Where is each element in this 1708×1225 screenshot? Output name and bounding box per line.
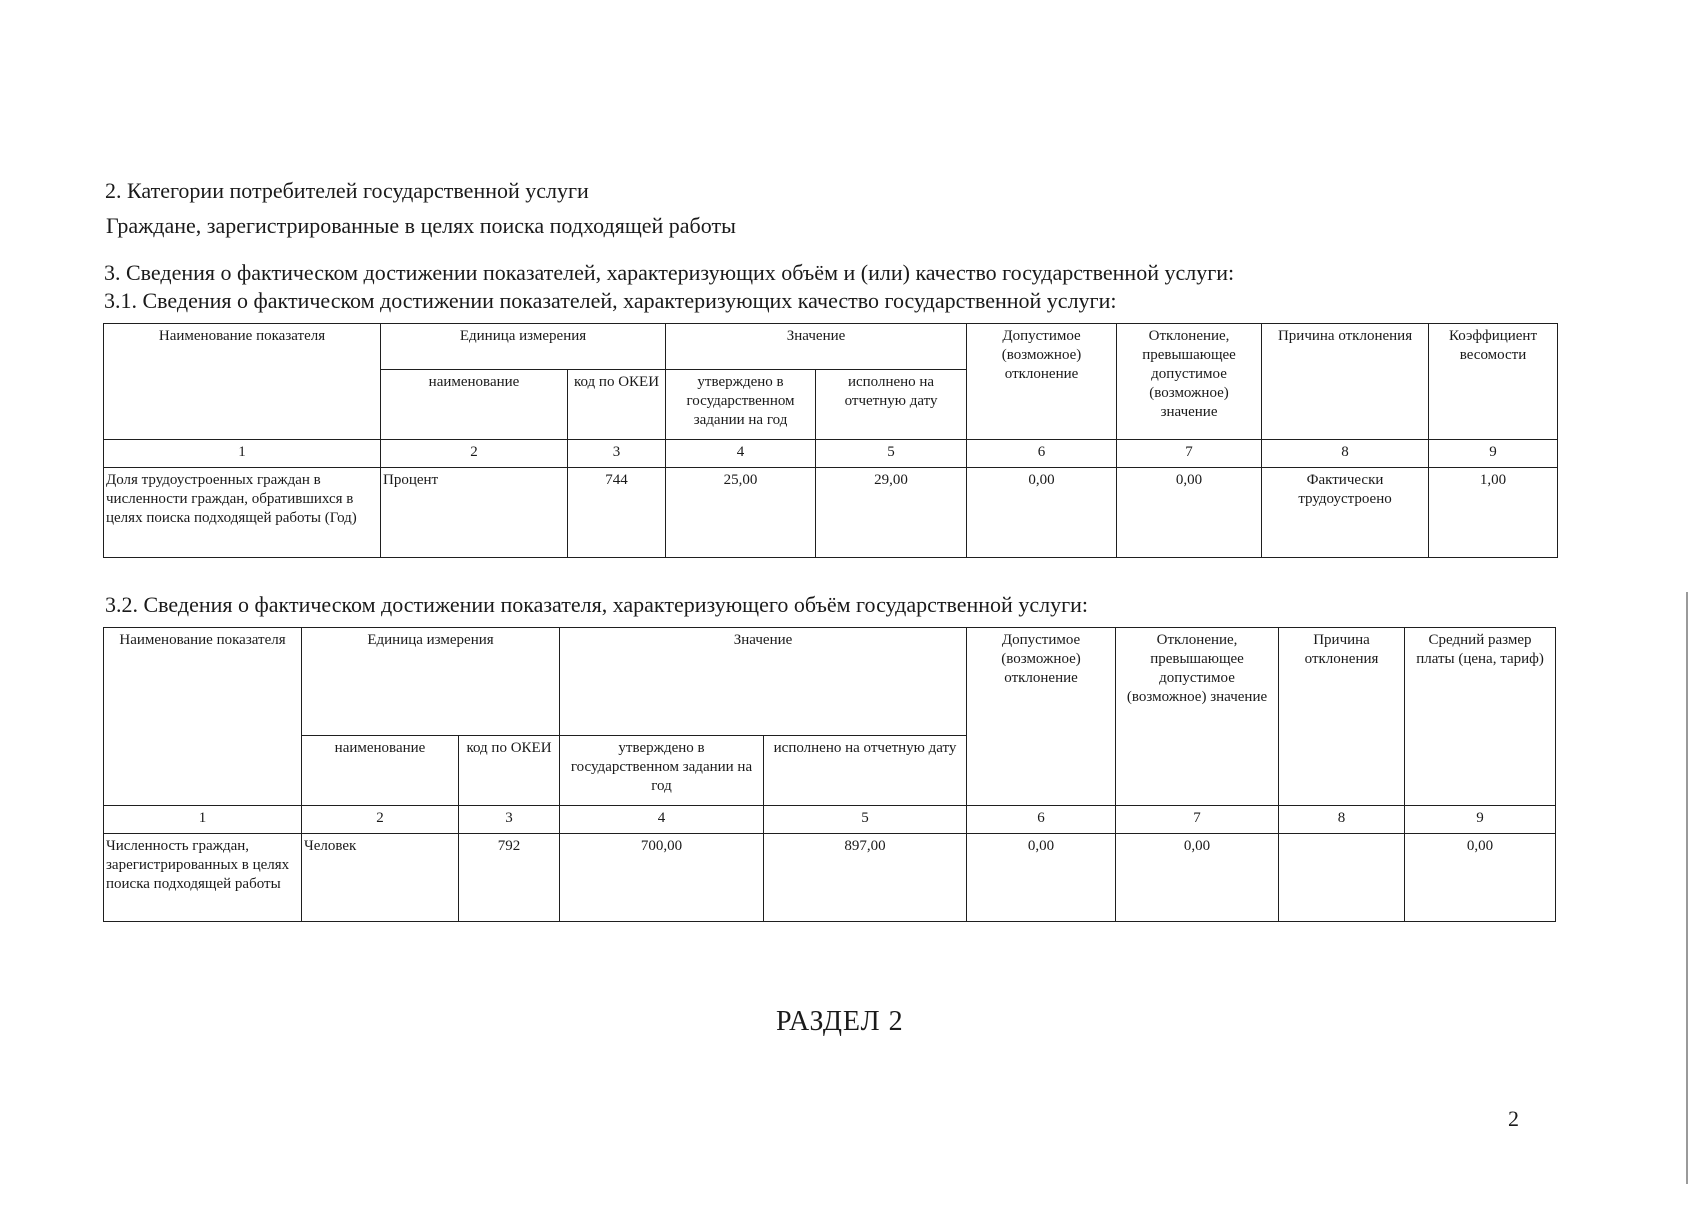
header-unit-name: наименование: [381, 370, 568, 440]
page-number: 2: [1508, 1106, 1519, 1131]
column-numbers-row: [104, 806, 1556, 834]
quality-indicators-table: [103, 323, 1558, 558]
column-number: 7: [1117, 440, 1262, 468]
approved-value-cell: 25,00: [666, 468, 816, 558]
column-number: 5: [816, 440, 967, 468]
column-number: 8: [1279, 806, 1405, 834]
column-number: 6: [967, 440, 1117, 468]
header-reason: Причина отклонения: [1279, 628, 1405, 806]
header-indicator-name: Наименование показателя: [104, 324, 381, 440]
consumers-category-text: Граждане, зарегистрированные в целях поиска подходящей работы: [106, 213, 736, 238]
header-allowed-deviation: Допустимое (возможное) отклонение: [967, 628, 1116, 806]
column-number: 5: [764, 806, 967, 834]
column-number: 1: [104, 806, 302, 834]
header-reason: Причина отклонения: [1262, 324, 1429, 440]
executed-value-cell: 897,00: [764, 834, 967, 922]
header-unit: Единица измерения: [381, 324, 666, 370]
section-3-2-heading: 3.2. Сведения о фактическом достижении показателя, характеризующего объём государственной услуги:: [105, 592, 1088, 617]
reason-cell: [1279, 834, 1405, 922]
column-number: 4: [666, 440, 816, 468]
section-3-1-heading: 3.1. Сведения о фактическом достижении показателей, характеризующих качество государственной услуги:: [104, 288, 1117, 313]
header-unit-name: наименование: [302, 736, 459, 806]
header-okei-code: код по ОКЕИ: [568, 370, 666, 440]
okei-code-cell: 792: [459, 834, 560, 922]
column-number: 9: [1405, 806, 1556, 834]
indicator-name-cell: Доля трудоустроенных граждан в численности граждан, обратившихся в целях поиска подходящей работы (Год): [104, 468, 381, 558]
column-number: 1: [104, 440, 381, 468]
avg-fee-cell: 0,00: [1405, 834, 1556, 922]
header-executed: исполнено на отчетную дату: [764, 736, 967, 806]
column-number: 4: [560, 806, 764, 834]
column-numbers-row: [104, 440, 1558, 468]
executed-value-cell: 29,00: [816, 468, 967, 558]
column-number: 9: [1429, 440, 1558, 468]
section-2-heading: 2. Категории потребителей государственной услуги: [105, 178, 589, 203]
header-deviation-exceeding: Отклонение, превышающее допустимое (возможное) значение: [1116, 628, 1279, 806]
column-number: 3: [568, 440, 666, 468]
weight-coefficient-cell: 1,00: [1429, 468, 1558, 558]
okei-code-cell: 744: [568, 468, 666, 558]
header-deviation-exceeding: Отклонение, превышающее допустимое (возможное) значение: [1117, 324, 1262, 440]
header-okei-code: код по ОКЕИ: [459, 736, 560, 806]
table-row: [104, 834, 1556, 922]
header-executed: исполнено на отчетную дату: [816, 370, 967, 440]
section-title: РАЗДЕЛ 2: [776, 1006, 904, 1037]
header-weight-coefficient: Коэффициент весомости: [1429, 324, 1558, 440]
column-number: 6: [967, 806, 1116, 834]
column-number: 2: [302, 806, 459, 834]
deviation-exceeding-cell: 0,00: [1116, 834, 1279, 922]
header-avg-fee: Средний размер платы (цена, тариф): [1405, 628, 1556, 806]
header-allowed-deviation: Допустимое (возможное) отклонение: [967, 324, 1117, 440]
section-3-heading: 3. Сведения о фактическом достижении показателей, характеризующих объём и (или) качество государственной услуги:: [104, 260, 1235, 285]
header-unit: Единица измерения: [302, 628, 560, 736]
reason-cell: Фактически трудоустроено: [1262, 468, 1429, 558]
column-number: 8: [1262, 440, 1429, 468]
header-value: Значение: [560, 628, 967, 736]
approved-value-cell: 700,00: [560, 834, 764, 922]
header-indicator-name: Наименование показателя: [104, 628, 302, 806]
column-number: 2: [381, 440, 568, 468]
header-approved: утверждено в государственном задании на год: [560, 736, 764, 806]
volume-indicators-table: [103, 627, 1556, 922]
deviation-exceeding-cell: 0,00: [1117, 468, 1262, 558]
allowed-deviation-cell: 0,00: [967, 468, 1117, 558]
column-number: 3: [459, 806, 560, 834]
table-row: [104, 468, 1558, 558]
page-edge-divider: [1686, 592, 1688, 1184]
allowed-deviation-cell: 0,00: [967, 834, 1116, 922]
indicator-name-cell: Численность граждан, зарегистрированных в целях поиска подходящей работы: [104, 834, 302, 922]
unit-name-cell: Человек: [302, 834, 459, 922]
header-value: Значение: [666, 324, 967, 370]
column-number: 7: [1116, 806, 1279, 834]
header-approved: утверждено в государственном задании на год: [666, 370, 816, 440]
unit-name-cell: Процент: [381, 468, 568, 558]
